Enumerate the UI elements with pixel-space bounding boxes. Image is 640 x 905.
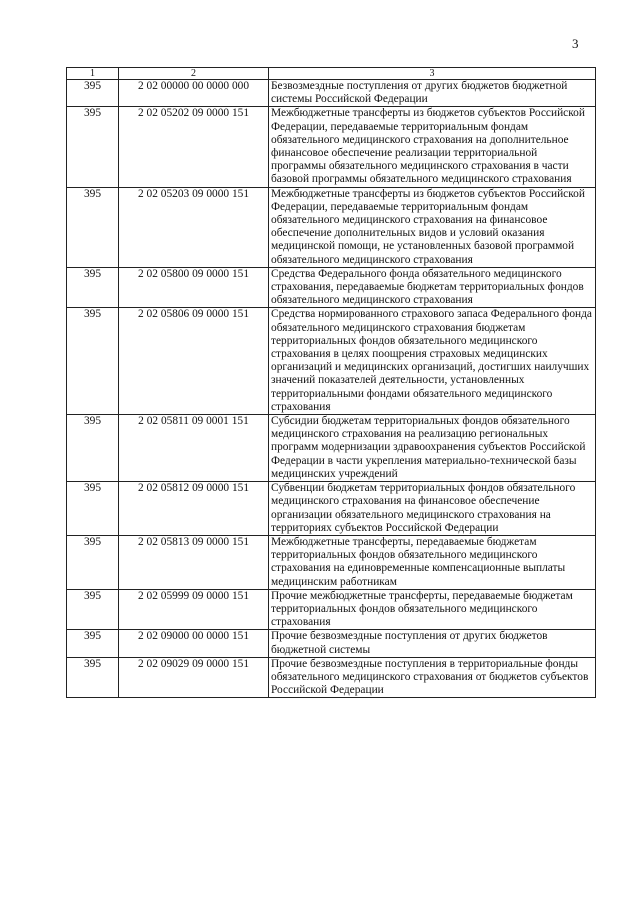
revenue-name-cell: Прочие безвозмездные поступления в территориальные фонды обязательного медицинского страхования от бюджетов субъектов Российской Федерации [269,657,596,698]
table-row [67,535,596,589]
page-number: 3 [572,36,579,51]
budget-code-cell: 2 02 05813 09 0000 151 [119,535,269,589]
budget-code-cell: 2 02 05202 09 0000 151 [119,107,269,187]
header-col-3: 3 [269,68,596,80]
admin-code-cell: 395 [67,535,119,589]
budget-code-cell: 2 02 05811 09 0001 151 [119,415,269,482]
revenue-name-cell: Средства нормированного страхового запаса Федерального фонда обязательного медицинского страхования бюджетам территориальных фондов обязательного медицинского страхования в целях поощрения страховых медицинских организаций и медицинских организаций, достигших наилучших значений показателей деятельности, установленных территориальными фондами обязательного медицинского страхования [269,308,596,415]
table-row [67,107,596,187]
admin-code-cell: 395 [67,80,119,107]
table-row [67,482,596,536]
budget-code-cell: 2 02 09029 09 0000 151 [119,657,269,698]
table-row [67,267,596,308]
budget-code-cell: 2 02 05999 09 0000 151 [119,589,269,630]
admin-code-cell: 395 [67,482,119,536]
admin-code-cell: 395 [67,657,119,698]
admin-code-cell: 395 [67,630,119,657]
table-header-row [67,68,596,80]
budget-code-cell: 2 02 05800 09 0000 151 [119,267,269,308]
admin-code-cell: 395 [67,589,119,630]
table-row [67,415,596,482]
header-col-1: 1 [67,68,119,80]
revenue-name-cell: Субвенции бюджетам территориальных фондов обязательного медицинского страхования на финансовое обеспечение организации обязательного медицинского страхования на территориях субъектов Российской Федерации [269,482,596,536]
budget-code-cell: 2 02 00000 00 0000 000 [119,80,269,107]
revenue-name-cell: Межбюджетные трансферты из бюджетов субъектов Российской Федерации, передаваемые территориальным фондам обязательного медицинского страхования на дополнительное финансовое обеспечение реализации территориальной программы обязательного медицинского страхования в части базовой программы обязательного медицинского страхования [269,107,596,187]
table-row [67,630,596,657]
budget-code-cell: 2 02 09000 00 0000 151 [119,630,269,657]
table-row [67,187,596,267]
revenue-name-cell: Средства Федерального фонда обязательного медицинского страхования, передаваемые бюджетам территориальных фондов обязательного медицинского страхования [269,267,596,308]
budget-code-cell: 2 02 05203 09 0000 151 [119,187,269,267]
budget-codes-table [66,67,596,698]
table-row [67,657,596,698]
table-row [67,589,596,630]
revenue-name-cell: Межбюджетные трансферты, передаваемые бюджетам территориальных фондов обязательного медицинского страхования на единовременные компенсационные выплаты медицинским работникам [269,535,596,589]
budget-code-cell: 2 02 05812 09 0000 151 [119,482,269,536]
admin-code-cell: 395 [67,107,119,187]
table-row [67,308,596,415]
admin-code-cell: 395 [67,308,119,415]
admin-code-cell: 395 [67,267,119,308]
admin-code-cell: 395 [67,187,119,267]
revenue-name-cell: Безвозмездные поступления от других бюджетов бюджетной системы Российской Федерации [269,80,596,107]
header-col-2: 2 [119,68,269,80]
budget-code-cell: 2 02 05806 09 0000 151 [119,308,269,415]
revenue-name-cell: Межбюджетные трансферты из бюджетов субъектов Российской Федерации, передаваемые территориальным фондам обязательного медицинского страхования на финансовое обеспечение дополнительных видов и условий оказания медицинской помощи, не установленных базовой программой обязательного медицинского страхования [269,187,596,267]
admin-code-cell: 395 [67,415,119,482]
revenue-name-cell: Субсидии бюджетам территориальных фондов обязательного медицинского страхования на реализацию региональных программ модернизации здравоохранения субъектов Российской Федерации в части укрепления материально-технической базы медицинских учреждений [269,415,596,482]
revenue-name-cell: Прочие безвозмездные поступления от других бюджетов бюджетной системы [269,630,596,657]
table-row [67,80,596,107]
revenue-name-cell: Прочие межбюджетные трансферты, передаваемые бюджетам территориальных фондов обязательного медицинского страхования [269,589,596,630]
